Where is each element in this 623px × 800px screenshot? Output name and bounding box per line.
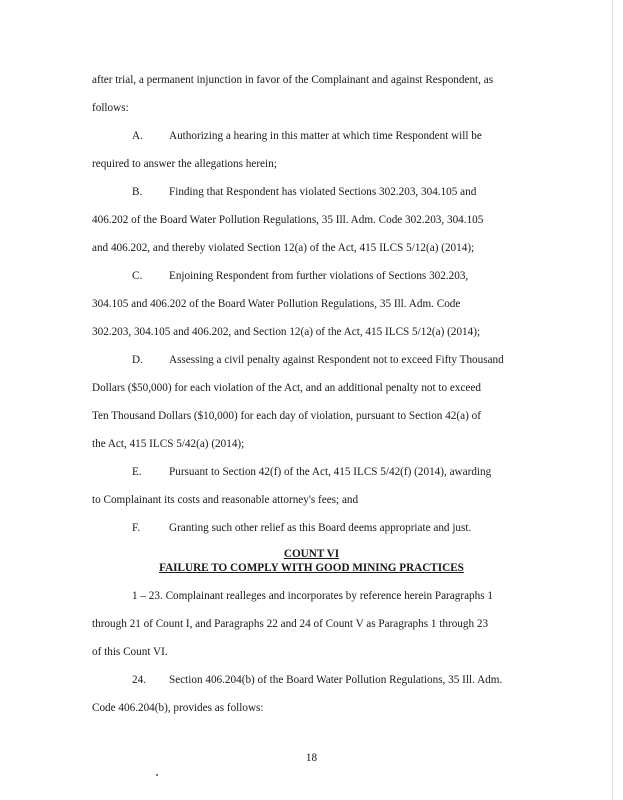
body-line: of this Count VI. <box>92 646 168 658</box>
item-text-e: Pursuant to Section 42(f) of the Act, 415 ILCS 5/42(f) (2014), awarding <box>169 466 492 478</box>
body-line: follows: <box>92 102 129 114</box>
body-line: 1 – 23. Complainant realleges and incorporates by reference herein Paragraphs 1 <box>132 590 493 602</box>
item-label-c: C. <box>132 270 143 282</box>
body-line: 302.203, 304.105 and 406.202, and Section 12(a) of the Act, 415 ILCS 5/12(a) (2014); <box>92 326 481 338</box>
body-line: through 21 of Count I, and Paragraphs 22 and 24 of Count V as Paragraphs 1 through 23 <box>92 618 489 630</box>
item-text-a: Authorizing a hearing in this matter at which time Respondent will be <box>169 130 482 142</box>
item-text-b: Finding that Respondent has violated Sections 302.203, 304.105 and <box>169 186 477 198</box>
page-edge-shadow <box>612 0 613 800</box>
body-line: to Complainant its costs and reasonable attorney's fees; and <box>92 494 359 506</box>
item-label-b: B. <box>132 186 143 198</box>
body-line: 304.105 and 406.202 of the Board Water Pollution Regulations, 35 Ill. Adm. Code <box>92 298 461 310</box>
body-line: 406.202 of the Board Water Pollution Regulations, 35 Ill. Adm. Code 302.203, 304.105 <box>92 214 484 226</box>
item-label-d: D. <box>132 354 143 366</box>
paragraph-number-24: 24. <box>132 674 146 686</box>
item-text-d: Assessing a civil penalty against Respondent not to exceed Fifty Thousand <box>169 354 504 366</box>
item-label-a: A. <box>132 130 143 142</box>
body-line: the Act, 415 ILCS 5/42(a) (2014); <box>92 438 245 450</box>
body-line: required to answer the allegations herein; <box>92 158 277 170</box>
count-subheading: FAILURE TO COMPLY WITH GOOD MINING PRACTICES <box>159 562 464 574</box>
paragraph-text-24: Section 406.204(b) of the Board Water Pollution Regulations, 35 Ill. Adm. <box>169 674 503 686</box>
scan-speck <box>156 774 158 776</box>
count-heading: COUNT VI <box>283 548 340 560</box>
item-label-e: E. <box>132 466 142 478</box>
body-line: and 406.202, and thereby violated Section 12(a) of the Act, 415 ILCS 5/12(a) (2014); <box>92 242 475 254</box>
item-text-f: Granting such other relief as this Board deems appropriate and just. <box>169 522 472 534</box>
item-text-c: Enjoining Respondent from further violations of Sections 302.203, <box>169 270 469 282</box>
body-line: Dollars ($50,000) for each violation of the Act, and an additional penalty not to exceed <box>92 382 481 394</box>
item-label-f: F. <box>132 522 141 534</box>
page-number: 18 <box>305 752 318 764</box>
body-line: after trial, a permanent injunction in favor of the Complainant and against Respondent, as <box>92 74 494 86</box>
body-line: Code 406.204(b), provides as follows: <box>92 702 264 714</box>
body-line: Ten Thousand Dollars ($10,000) for each day of violation, pursuant to Section 42(a) of <box>92 410 481 422</box>
